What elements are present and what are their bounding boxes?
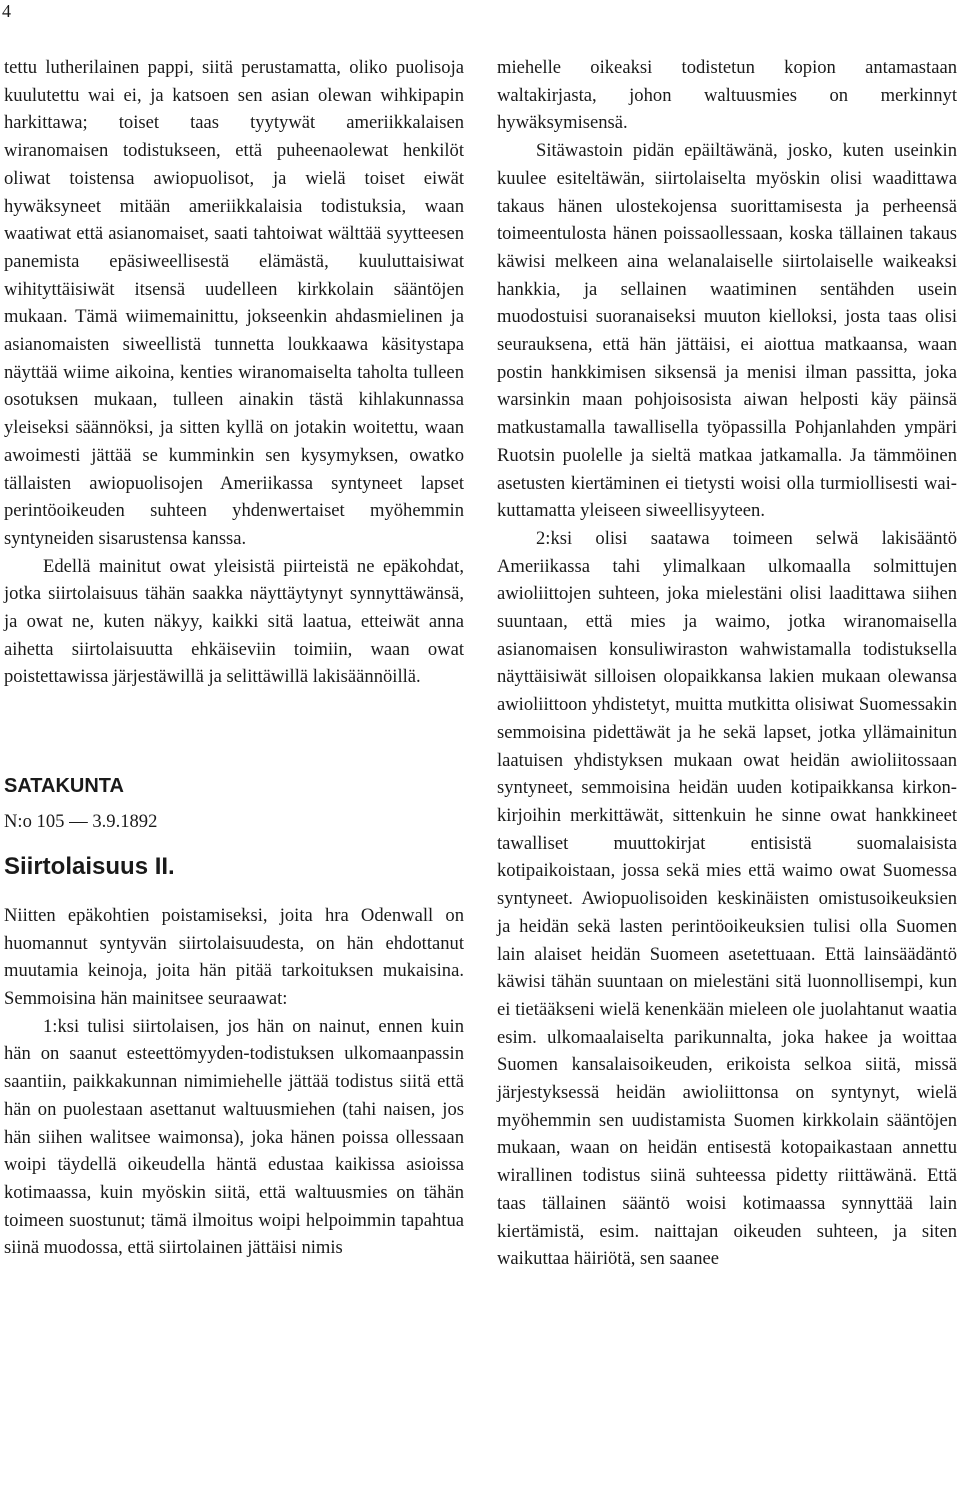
paragraph-intro: Niitten epäkohtien poistamiseksi, joita hra Odenwall on huomannut syntyvän siirtolaisuudesta, on hän ehdottanut muutamia keinoja, joita hän pitää tarkoituksen mukaisina. Semmoisina hän mainitsee seuraawat:: [4, 904, 464, 1009]
page-number: 4: [2, 1, 11, 21]
issue-line: N:o 105 — 3.9.1892: [4, 811, 158, 833]
paragraph-conclusion: Edellä mainitut owat yleisistä piirteistä ne epäkohdat, jotka siirtolaisuus tähän saakka näyttäytynyt synnyttäwänsä, ja owat ne, kuten näkyy, kaikki sitä laatua, etteiwät anna aihetta siirtolaisuutta ehkäiseviin toimiin, waan owat poistettawissa järjestäwillä ja selittäwillä lakisäännöillä.: [4, 555, 464, 688]
paragraph-marriage-practice: tettu lutherilainen pappi, siitä perustamatta, oliko puolisoja kuulutettu wai ei, ja katsoen sen asian olewan wihkipapin harkittawa; toiset taas tyytywät ameriikkalaisen wiranomaisen todistukseen, että puheenaolewat henkilöt oliwat toistensa awiopuolisot, ja wielä toiset eiwät hywäksyneet mitään ameriikkalaisia todistuksia, waan waatiwat että asianomaiset, saati tahtoiwat wälttää syytteesen panemista epäsiweellisestä elämästä, kuuluttaisiwat wihityttäisiwät itsensä uudelleen kirkkolain sääntöjen mukaan. Tämä wiimemainittu, jokseenkin ahdasmielinen ja asianomaisten siweellistä tunnetta loukkaawa käsitystapa näyttää wiime aikoina, kenties wiranomaiselta taholta tulleen osotuksen mukaan, tulleen ainakin tästä kihlakunnassa yleiseksi säännöksi, ja sitten kyllä on jotakin woitettu, waan awoimesti jättää se kumminkin sen kysymyksen, owatko tällaisten awiopuolisojen Ameriikassa syntyneet lapset perintöoikeuden suhteen yhdenwertaiset myöhemmin syntyneiden sisarustensa kanssa.: [4, 57, 464, 549]
article-spacer: [4, 882, 464, 902]
paragraph-guarantee: Sitäwastoin pidän epäiltäwänä, josko, kuten useinkin kuulee esiteltäwän, siirtolaiselta myöskin olisi waadittawa takaus hänen ulostekojensa suorittamisesta ja perheensä toimeentulosta hänen poissaollessaan, koska tällainen takaus käwisi melkeen aina welanalaiselle siirtolaiselle waikeaksi hankkia, ja sellainen waatiminen sentähden usein muodostuisi suoranaiseksi muuton kielloksi, josta taas olisi seurauksena, että hän jättäisi, ei aiottua matkaansa, waan postin hankkimisen siksensä ja menisi ilman passitta, joka warsinkin maan pohjoisosista aiwan helposti käy päinsä matkustamalla tawallisella työpassilla Pohjanlahden ympäri Ruotsin puolelle ja sieltä matkaa jatkamalla. Ja tämmöinen asetusten kiertäminen ei tietysti woisi olla turmiollisesti waikuttamatta yleiseen siweellisyyteen.: [497, 140, 957, 522]
issue-spacer: [4, 836, 464, 852]
paragraph-proposal-2: 2:ksi olisi saatawa toimeen selwä lakisääntö Ameriikassa tahi ylimalkaan ulkomaalla solmittujen awioliittojen suhteen, joka mielestäni olisi laadittawa siihen suuntaan, että mies ja waimo, jotka wiranomaisella asianomaisen konsuliwiraston wahwistamalla todistuksella näyttäisiwät silloisen olopaikkansa lakien mukaan olewansa awioliittoon yhdistetyt, muitta mutkitta olisiwat Suomessakin semmoisina pidettäwät ja he sekä lapset, jotka yllämainitun laatuisen yhdistyksen mukaan owat heidän awioliitossaan syntyneet, semmoisina heidän uuden kotipaikkansa kirkonkirjoihin merkittäwät, sittenkuin he sinne owat hankkineet tawalliset muuttokirjat entisistä suomalaisista kotipaikoistaan, jossa sekä mies että waimo owat Suomessa syntyneet. Awiopuolisoiden keskinäisten omistusoikeuksien ja heidän sekä lasten perintöoikeuksien tulisi olla Suomen lain alaiset heidän Suomeen asetettuaan. Että lainsäädäntö käwisi tähän suuntaan on mielestäni sitä luonnollisempi, kun ei tietääkseni wielä kenenkään mieleen ole juolahtanut waatia esim. ulkomaalaiselta parikunnalta, joka hakee ja woittaa Suomen kansalaisoikeuden, erikoista selkoa siitä, missä järjestyksessä heidän awioliittonsa on syntynyt, wielä myöhemmin sen uudistamista Suomen kirkkolain sääntöjen mukaan, waan on heidän entisestä kotopaikastaan annettu wirallinen todistus siinä suhteessa pidetty riittäwänä. Että taas tällainen sääntö woisi kotimaassa synnyttää lain kiertämistä, esim. naittajan oikeuden suhteen, ja siten waikuttaa häiriötä, sen saanee: [497, 527, 957, 1270]
section-spacer: [4, 691, 464, 774]
paragraph-proposal-1: 1:ksi tulisi siirtolaisen, jos hän on nainut, ennen kuin hän on saanut esteettömyyden-todistuksen ulkomaanpassin saantiin, paikkakunnan nimimiehelle jättää todistus siitä että hän on puolestaan asettanut waltuusmiehen (tahi naisen, jos hän siihen walitsee waimonsa), joka hänen poissa ollessaan woipi täydellä oikeudella häntä edustaa kaikissa asioissa kotimaassa, kuin myöskin siitä, että waltuusmies on tähän toimeen suostunut; tämä ilmoitus woipi helpoimmin tapahtua siinä muodossa, että siirtolainen jättäisi nimis: [4, 1015, 464, 1259]
article-title: Siirtolaisuus II.: [4, 852, 175, 880]
title-spacer: [4, 798, 464, 808]
right-column: [497, 54, 957, 1273]
section-title: SATAKUNTA: [4, 775, 124, 798]
left-column: [4, 54, 464, 1262]
paragraph-continuation: miehelle oikeaksi todistetun kopion antamastaan waltakirjasta, johon waltuusmies on merkinnyt hywäksymisensä.: [497, 57, 957, 134]
